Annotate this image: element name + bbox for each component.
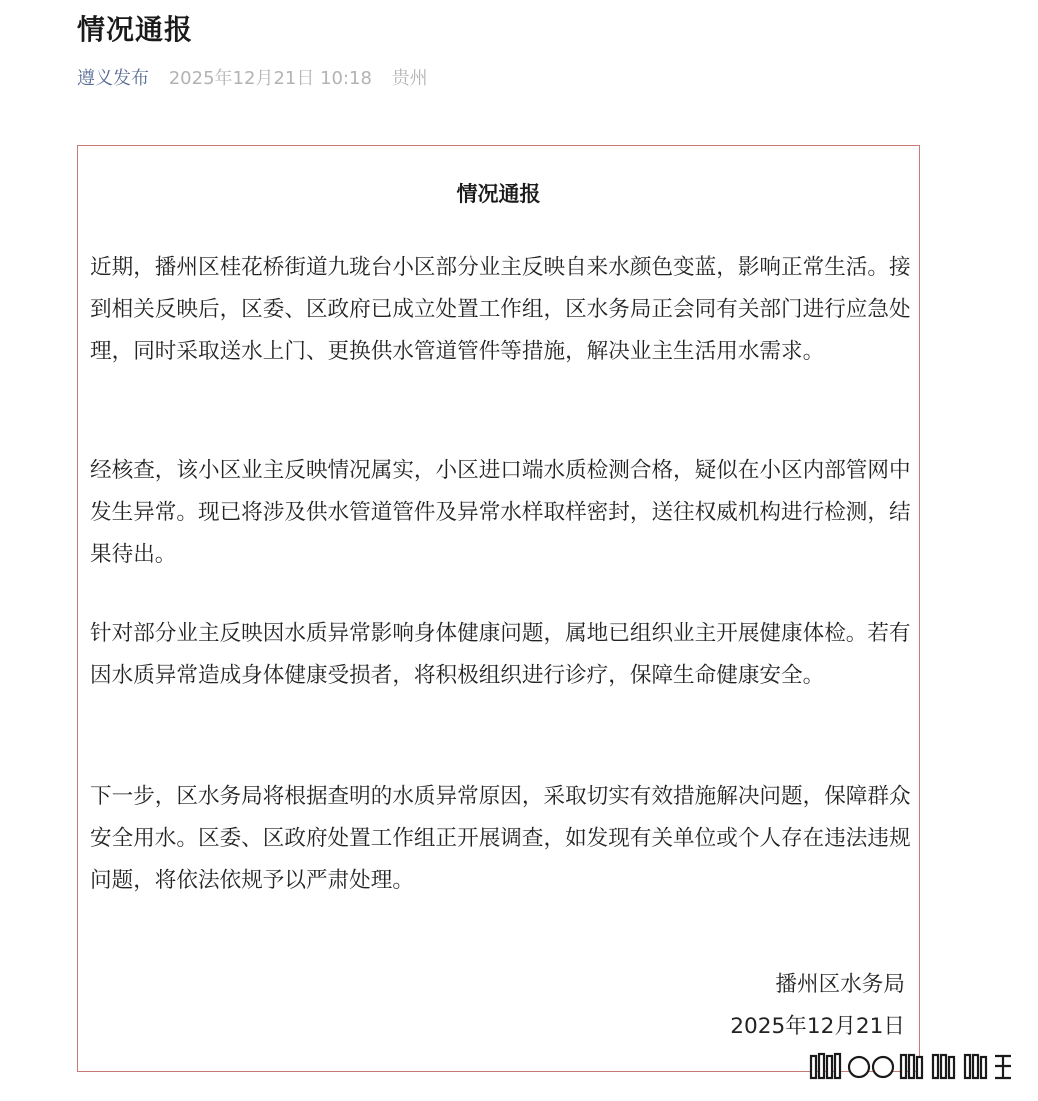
publish-location: 贵州 [391, 68, 428, 89]
signature-org: 播州区水务局 [775, 972, 905, 997]
notice-paragraph-1: 近期，播州区桂花桥街道九珑台小区部分业主反映自来水颜色变蓝，影响正常生活。接到相关反映后，区委、区政府已成立处置工作组，区水务局正会同有关部门进行应急处理，同时采取送水上门、更换供水管道管件等措施，解决业主生活用水需求。 [90, 255, 911, 364]
notice-paragraph-4: 下一步，区水务局将根据查明的水质异常原因，采取切实有效措施解决问题，保障群众安全用水。区委、区政府处置工作组正开展调查，如发现有关单位或个人存在违法违规问题，将依法依规予以严肃处理。 [90, 784, 911, 893]
article-meta [77, 64, 428, 94]
publish-datetime: 2025年12月21日 10:18 [168, 68, 372, 89]
notice-paragraph-2: 经核查，该小区业主反映情况属实，小区进口端水质检测合格，疑似在小区内部管网中发生异常。现已将涉及供水管道管件及异常水样取样密封，送往权威机构进行检测，结果待出。 [90, 458, 911, 567]
article-title: 情况通报 [77, 13, 194, 46]
platform-watermark-icon [805, 1046, 1020, 1086]
notice-image [77, 145, 920, 1072]
account-name-link[interactable]: 遵义发布 [77, 68, 149, 89]
notice-title: 情况通报 [456, 182, 541, 206]
signature-date: 2025年12月21日 [730, 1014, 905, 1039]
notice-paragraph-3: 针对部分业主反映因水质异常影响身体健康问题，属地已组织业主开展健康体检。若有因水质异常造成身体健康受损者，将积极组织进行诊疗，保障生命健康安全。 [90, 621, 911, 688]
